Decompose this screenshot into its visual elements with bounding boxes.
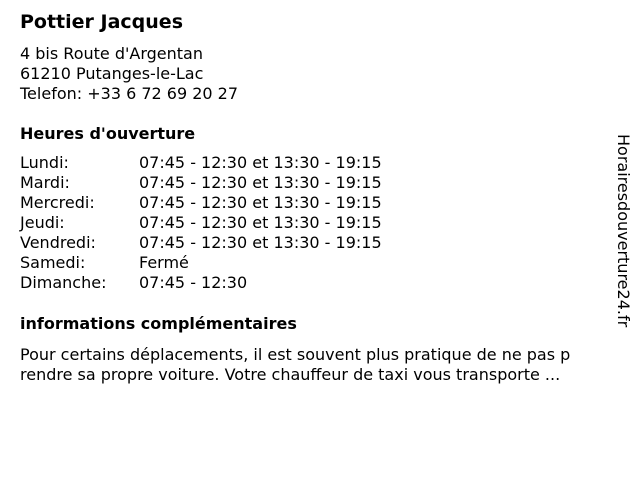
opening-hours-heading: Heures d'ouverture xyxy=(20,124,196,143)
day-label: Mercredi: xyxy=(20,193,95,212)
hours-value: 07:45 - 12:30 et 13:30 - 19:15 xyxy=(139,173,382,192)
day-label: Mardi: xyxy=(20,173,70,192)
day-label: Vendredi: xyxy=(20,233,96,252)
address-block xyxy=(20,44,238,104)
hours-value: 07:45 - 12:30 xyxy=(139,273,248,292)
day-label: Lundi: xyxy=(20,153,69,172)
info-line: Pour certains déplacements, il est souvent plus pratique de ne pas p xyxy=(20,345,571,364)
hours-value: Fermé xyxy=(139,253,189,272)
day-label: Dimanche: xyxy=(20,273,107,292)
day-label: Jeudi: xyxy=(20,213,65,232)
day-label: Samedi: xyxy=(20,253,86,272)
hours-value: 07:45 - 12:30 et 13:30 - 19:15 xyxy=(139,193,382,212)
address-city: 61210 Putanges-le-Lac xyxy=(20,64,204,83)
hours-value: 07:45 - 12:30 et 13:30 - 19:15 xyxy=(139,153,382,172)
site-watermark: Horairesdouverture24.fr xyxy=(614,134,633,328)
business-name: Pottier Jacques xyxy=(20,11,184,33)
info-line: rendre sa propre voiture. Votre chauffeur de taxi vous transporte ... xyxy=(20,365,561,384)
address-street: 4 bis Route d'Argentan xyxy=(20,44,203,63)
phone-number: Telefon: +33 6 72 69 20 27 xyxy=(20,84,239,103)
additional-info-text xyxy=(20,345,620,385)
hours-value: 07:45 - 12:30 et 13:30 - 19:15 xyxy=(139,213,382,232)
hours-value: 07:45 - 12:30 et 13:30 - 19:15 xyxy=(139,233,382,252)
additional-info-heading: informations complémentaires xyxy=(20,314,297,333)
